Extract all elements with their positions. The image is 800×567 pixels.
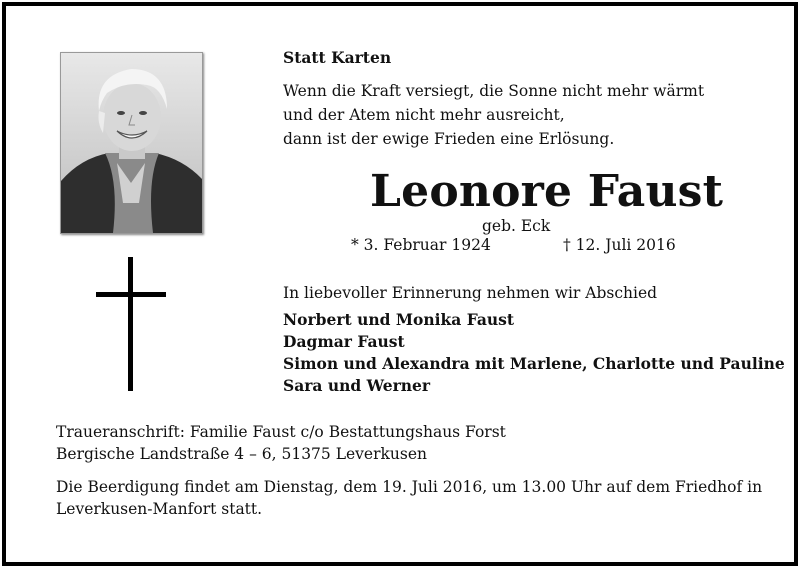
mourner-3: Simon und Alexandra mit Marlene, Charlotte und Pauline [283,354,785,373]
poem-line-3: dann ist der ewige Frieden eine Erlösung. [283,130,615,148]
portrait-photo [60,52,203,234]
cross-horizontal-bar [96,292,166,297]
address-line-2: Bergische Landstraße 4 – 6, 51375 Leverkusen [56,445,428,463]
farewell-intro: In liebevoller Erinnerung nehmen wir Abschied [283,284,658,302]
birth-date: * 3. Februar 1924 [351,236,491,254]
death-date: † 12. Juli 2016 [563,236,676,254]
poem-line-2: und der Atem nicht mehr ausreicht, [283,106,565,124]
portrait-image [61,53,202,233]
maiden-name: geb. Eck [482,217,551,235]
mourner-1: Norbert und Monika Faust [283,310,515,329]
deceased-name: Leonore Faust [370,166,724,217]
address-line-1: Traueranschrift: Familie Faust c/o Bestattungshaus Forst [56,423,506,441]
mourner-2: Dagmar Faust [283,332,405,351]
funeral-line-2: Leverkusen-Manfort statt. [56,500,263,518]
pretitle: Statt Karten [283,48,392,67]
funeral-line-1: Die Beerdigung findet am Dienstag, dem 19. Juli 2016, um 13.00 Uhr auf dem Friedhof in [56,478,763,496]
mourner-4: Sara und Werner [283,376,431,395]
poem-line-1: Wenn die Kraft versiegt, die Sonne nicht mehr wärmt [283,82,705,100]
cross-icon [96,257,166,391]
cross-vertical-bar [128,257,133,391]
